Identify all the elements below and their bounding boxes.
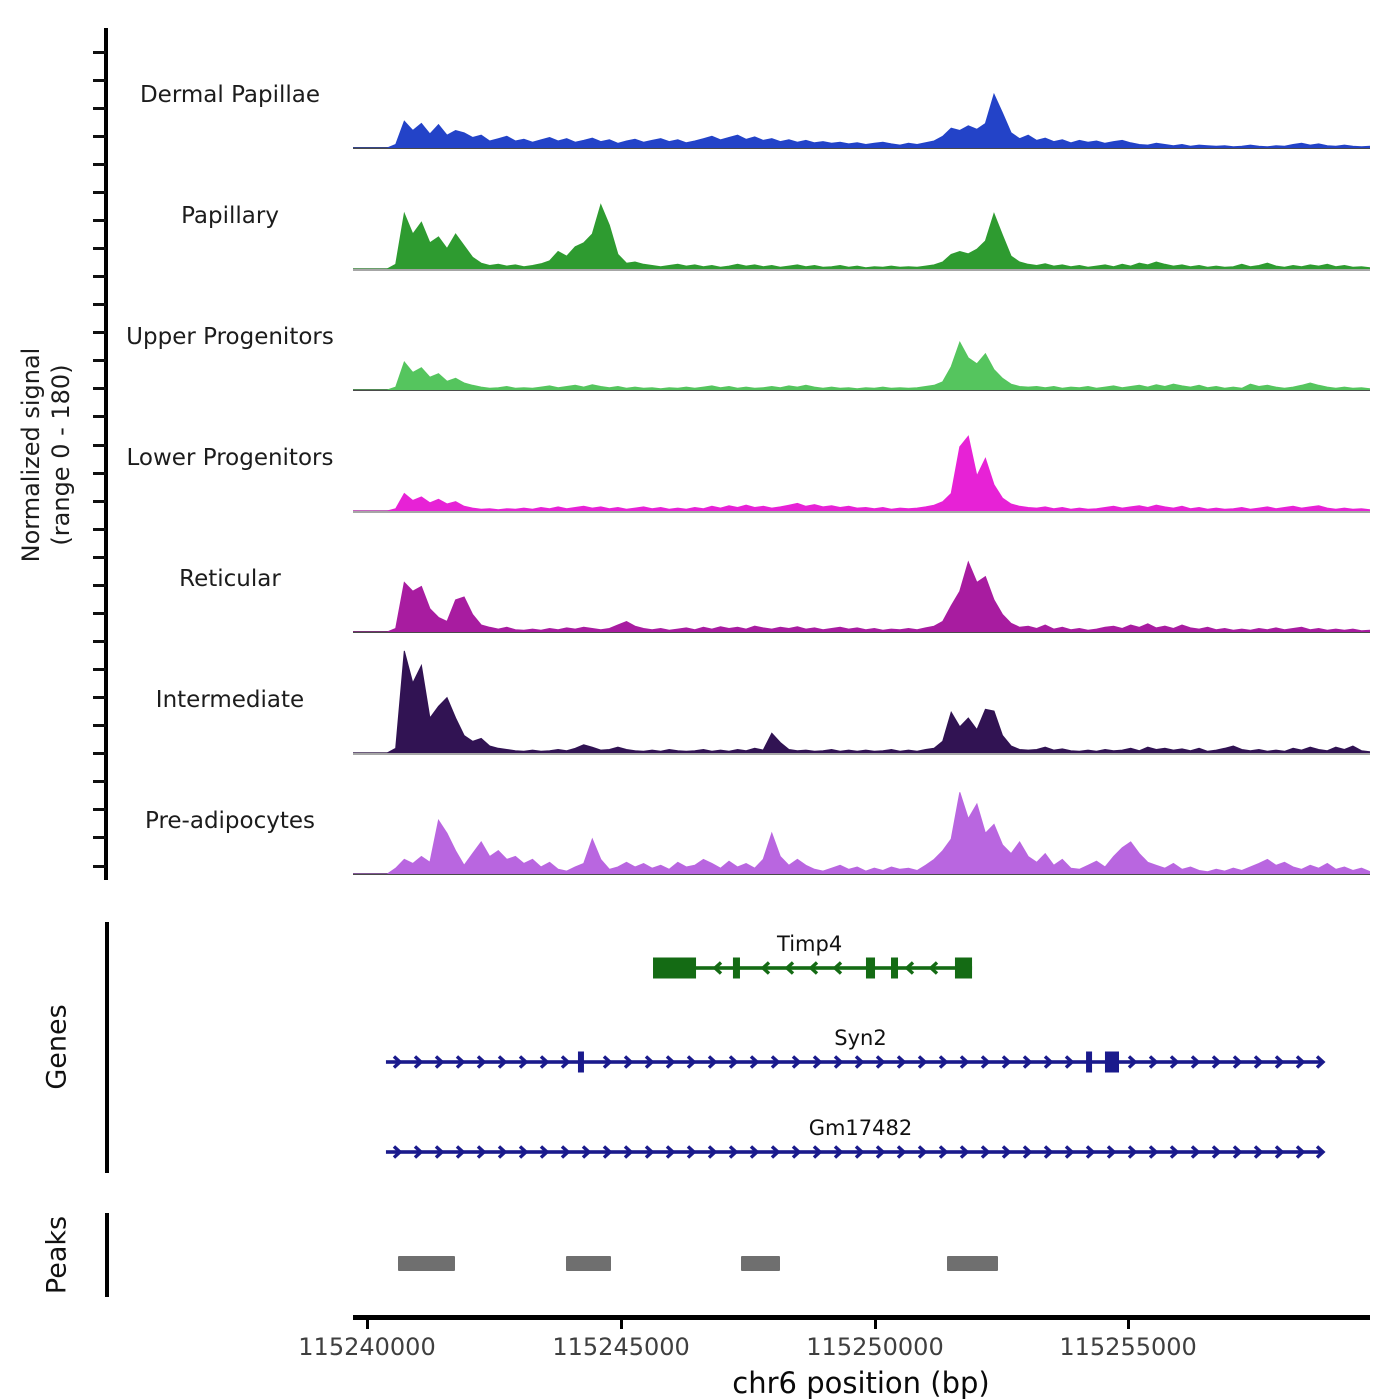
y-axis-label-line2: (range 0 - 180)	[47, 364, 75, 546]
y-axis-tick	[93, 359, 106, 362]
track-label-papillary: Papillary	[181, 203, 279, 229]
track-label-reticular: Reticular	[179, 566, 281, 592]
track-signal-area-upper-progenitors	[353, 285, 1370, 390]
genes-section-label: Genes	[41, 1004, 73, 1090]
y-axis-tick	[93, 836, 106, 839]
gene-label-timp4: Timp4	[777, 932, 843, 956]
gene-body-syn2	[353, 1042, 1370, 1082]
track-label-lower-progenitors: Lower Progenitors	[126, 445, 334, 471]
track-label-intermediate: Intermediate	[155, 687, 305, 713]
y-axis-tick	[93, 724, 106, 727]
y-axis-tick	[93, 640, 106, 643]
gene-body-gm17482	[353, 1132, 1370, 1172]
y-axis-tick	[93, 135, 106, 138]
y-axis-tick	[93, 51, 106, 54]
x-axis-tick-label: 115250000	[806, 1333, 944, 1361]
x-axis-tick-label: 115255000	[1059, 1333, 1197, 1361]
y-axis-tick	[93, 668, 106, 671]
gene-body-timp4	[353, 948, 1370, 988]
peak-region	[566, 1256, 611, 1271]
y-axis-tick	[93, 387, 106, 390]
y-axis-tick	[93, 275, 106, 278]
y-axis-label	[16, 348, 76, 563]
y-axis-tick	[93, 612, 106, 615]
y-axis-tick	[93, 556, 106, 559]
peaks-axis-line	[105, 1213, 109, 1297]
y-axis-tick	[93, 247, 106, 250]
peak-region	[398, 1256, 455, 1271]
y-axis-tick	[93, 500, 106, 503]
track-label-dermal-papillae: Dermal Papillae	[139, 82, 321, 108]
x-axis-tick	[874, 1319, 877, 1329]
gene-label-gm17482: Gm17482	[808, 1116, 913, 1140]
x-axis-tick	[1127, 1319, 1130, 1329]
track-signal-area-papillary	[353, 164, 1370, 269]
y-axis-tick	[93, 415, 106, 418]
track-label-pre-adipocytes: Pre-adipocytes	[144, 808, 316, 834]
x-axis-tick	[620, 1319, 623, 1329]
genes-axis-line	[105, 922, 109, 1173]
y-axis-tick	[93, 752, 106, 755]
y-axis-tick	[93, 303, 106, 306]
gene-label-syn2: Syn2	[834, 1026, 887, 1050]
peak-region	[947, 1256, 998, 1271]
x-axis-tick-label: 115240000	[298, 1333, 436, 1361]
track-signal-area-dermal-papillae	[353, 43, 1370, 148]
y-axis-tick	[93, 191, 106, 194]
track-signal-area-intermediate	[353, 648, 1370, 753]
x-axis-tick-label: 115245000	[552, 1333, 690, 1361]
y-axis-tick	[93, 472, 106, 475]
track-signal-area-lower-progenitors	[353, 406, 1370, 511]
y-axis-label-line1: Normalized signal	[17, 347, 45, 563]
peaks-section-label: Peaks	[41, 1215, 73, 1295]
y-axis-tick	[93, 163, 106, 166]
y-axis-tick	[93, 865, 106, 868]
track-label-upper-progenitors: Upper Progenitors	[126, 324, 334, 350]
track-signal-area-reticular	[353, 527, 1370, 632]
x-axis-line	[353, 1315, 1370, 1320]
y-axis-tick	[93, 780, 106, 783]
y-axis-tick	[93, 528, 106, 531]
peak-region	[741, 1256, 780, 1271]
x-axis-title: chr6 position (bp)	[732, 1366, 990, 1400]
track-signal-area-pre-adipocytes	[353, 769, 1370, 874]
x-axis-tick	[366, 1319, 369, 1329]
